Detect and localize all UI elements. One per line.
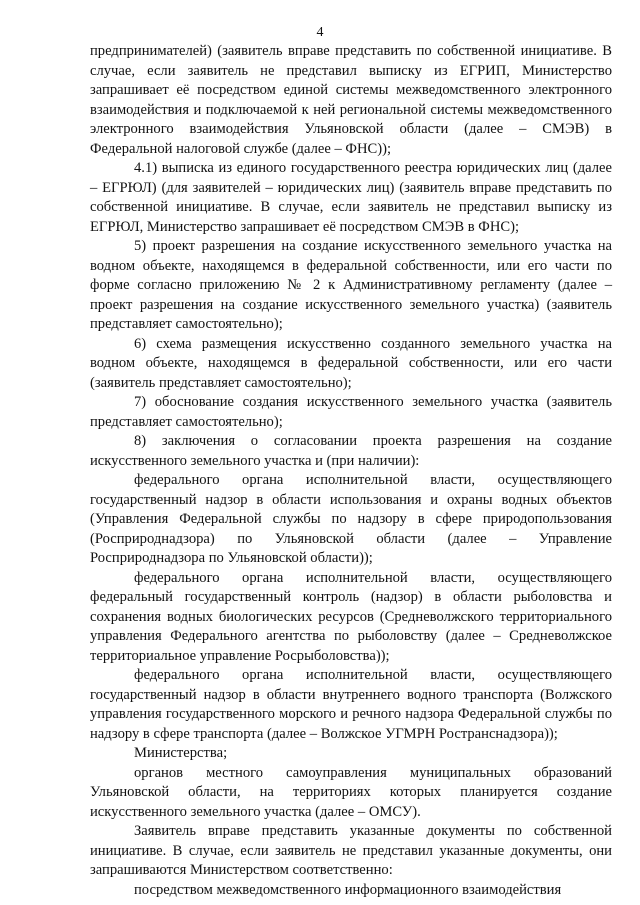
paragraph: органов местного самоуправления муниципальных образований Ульяновской области, на территориях которых планируется создание искусственного земельного участка (далее – ОМСУ).	[90, 764, 612, 820]
paragraph: 4.1) выписка из единого государственного реестра юридических лиц (далее – ЕГРЮЛ) (для заявителей – юридических лиц) (заявитель вправе представить по собственной инициативе. В случае, если заявитель не представил выписку из ЕГРЮЛ, Министерство запрашивает её посредством СМЭВ в ФНС);	[90, 160, 612, 235]
paragraph: федерального органа исполнительной власти, осуществляющего государственный надзор в области внутреннего водного транспорта (Волжского управления государственного морского и речного надзора Федеральной службы по надзору в сфере транспорта (далее – Волжское УГМРН Ространснадзора));	[90, 667, 612, 742]
paragraph: Заявитель вправе представить указанные документы по собственной инициативе. В случае, если заявитель не представил указанные документы, они запрашиваются Министерством соответственно:	[90, 823, 612, 878]
paragraph: 7) обоснование создания искусственного земельного участка (заявитель представляет самостоятельно);	[90, 394, 612, 430]
paragraph: Министерства;	[134, 745, 228, 761]
paragraph: посредством межведомственного информационного взаимодействия	[134, 881, 562, 898]
page-number: 4	[316, 25, 324, 40]
document-body	[90, 42, 612, 900]
paragraph: федерального органа исполнительной власти, осуществляющего государственный надзор в области использования и охраны водных объектов (Управления Федеральной службы по надзору в сфере природопользования (Росприроднадзора) по Ульяновской области (далее – Управление Росприроднадзора по Ульяновской области));	[90, 472, 612, 566]
paragraph: федерального органа исполнительной власти, осуществляющего федеральный государственный контроль (надзор) в области рыболовства и сохранения водных биологических ресурсов (Средневолжского территориального управления Федерального агентства по рыболовству (далее – Средневолжское территориальное управление Росрыболовства));	[90, 569, 612, 664]
paragraph: предпринимателей) (заявитель вправе представить по собственной инициативе. В случае, если заявитель не представил выписку из ЕГРИП, Министерство запрашивает её посредством единой системы межведомственного электронного взаимодействия и подключаемой к ней региональной системы межведомственного электронного взаимодействия Ульяновской области (далее – СМЭВ) в Федеральной налоговой службе (далее – ФНС));	[90, 43, 612, 157]
paragraph: 6) схема размещения искусственно созданного земельного участка на водном объекте, находящемся в федеральной собственности, или его части (заявитель представляет самостоятельно);	[90, 335, 612, 391]
paragraph: 8) заключения о согласовании проекта разрешения на создание искусственного земельного участка и (при наличии):	[90, 433, 612, 469]
paragraph: 5) проект разрешения на создание искусственного земельного участка на водном объекте, находящемся в федеральной собственности, или его части по форме согласно приложению № 2 к Административному регламенту (далее – проект разрешения на создание искусственного земельного участка) (заявитель представляет самостоятельно);	[90, 238, 612, 332]
